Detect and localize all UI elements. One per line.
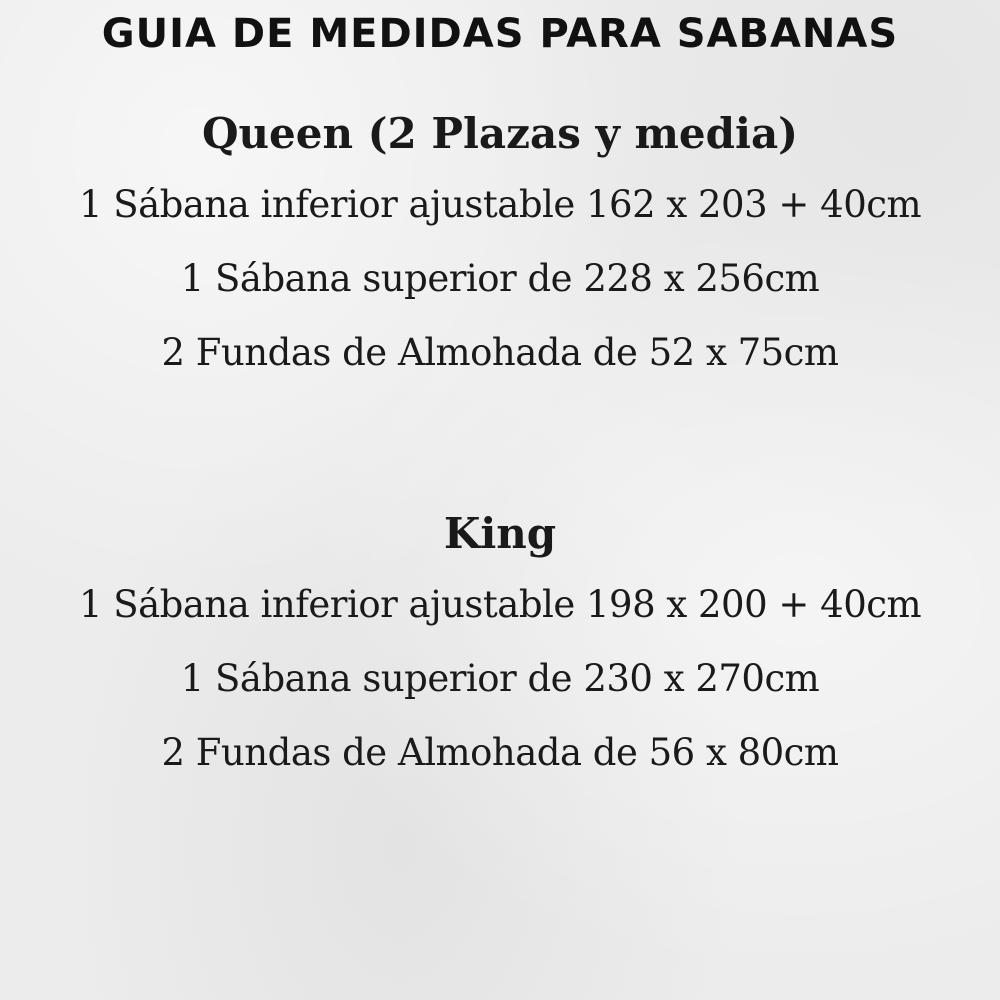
queen-fitted-sheet: 1 Sábana inferior ajustable 162 x 203 + 40cm [78, 183, 922, 226]
king-section [0, 500, 1000, 790]
queen-section [0, 100, 1000, 390]
page-title: GUIA DE MEDIDAS PARA SABANAS [101, 11, 899, 57]
king-fitted-sheet: 1 Sábana inferior ajustable 198 x 200 + 40cm [78, 583, 922, 626]
queen-heading: Queen (2 Plazas y media) [201, 109, 799, 158]
queen-pillowcases: 2 Fundas de Almohada de 52 x 75cm [161, 331, 839, 374]
king-heading: King [443, 509, 557, 558]
king-flat-sheet: 1 Sábana superior de 230 x 270cm [180, 657, 820, 700]
queen-flat-sheet: 1 Sábana superior de 228 x 256cm [180, 257, 820, 300]
king-pillowcases: 2 Fundas de Almohada de 56 x 80cm [161, 731, 839, 774]
